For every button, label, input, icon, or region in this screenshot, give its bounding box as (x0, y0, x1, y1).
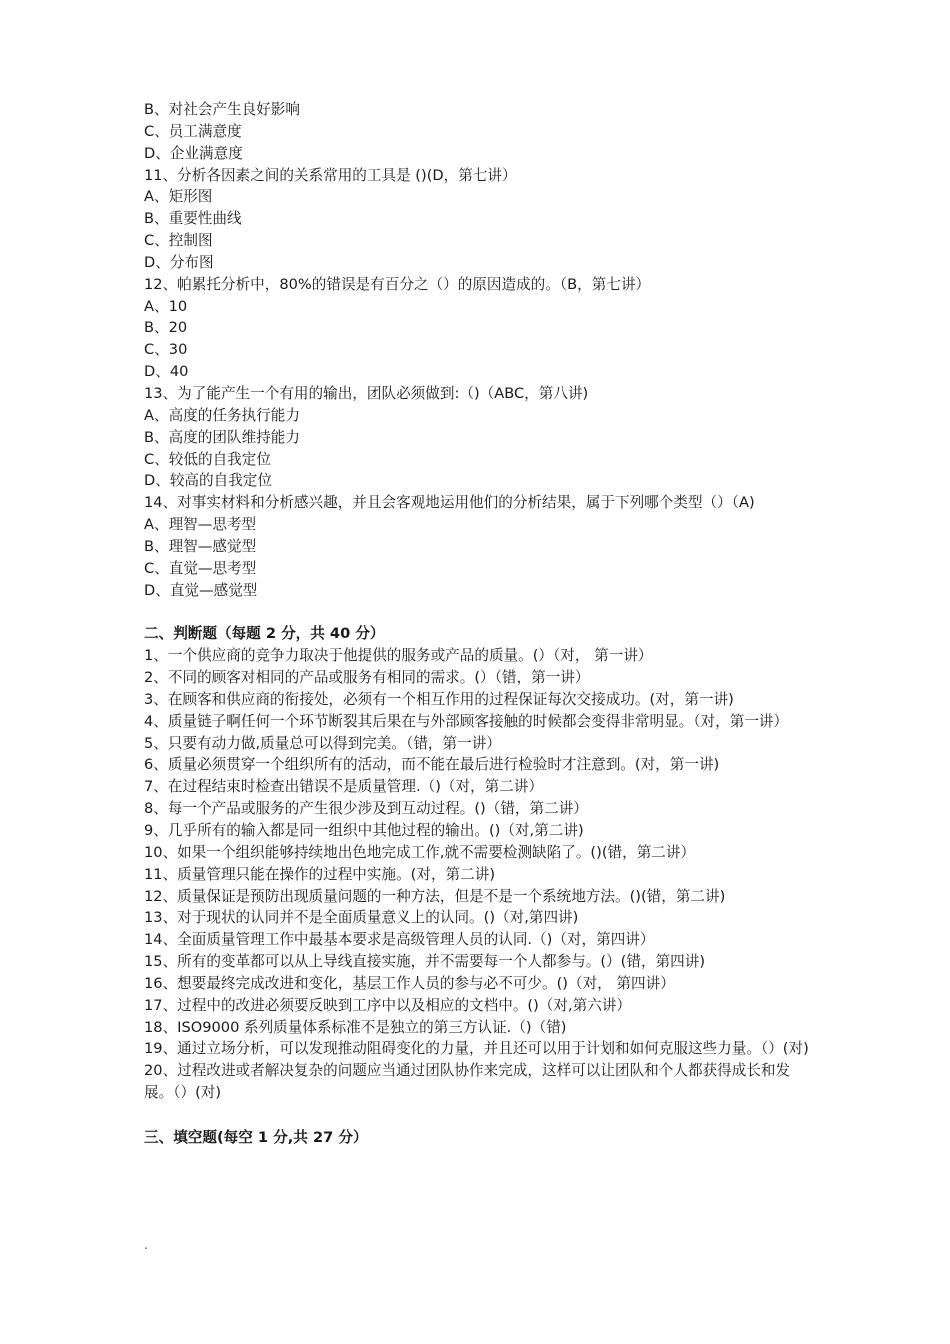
tf-item-13: 13、对于现状的认同并不是全面质量意义上的认同。()（对,第四讲) (144, 909, 579, 927)
option-a-q12: A、10 (144, 297, 188, 315)
section-heading-fill-blank: 三、填空题(每空 1 分,共 27 分） (144, 1128, 368, 1146)
option-c-q10: C、员工满意度 (144, 122, 242, 140)
option-d-q10: D、企业满意度 (144, 144, 243, 162)
section-true-false (144, 623, 814, 1104)
section-spacer (144, 601, 814, 623)
question-14: 14、对事实材料和分析感兴趣，并且会客观地运用他们的分析结果，属于下列哪个类型（）（A) (144, 494, 755, 512)
section-heading-true-false: 二、判断题（每题 2 分，共 40 分） (144, 625, 385, 643)
tf-item-15: 15、所有的变革都可以从上导线直接实施，并不需要每一个人都参与。(）(错，第四讲) (144, 953, 706, 971)
option-a-q13: A、高度的任务执行能力 (144, 406, 300, 424)
option-b-q12: B、20 (144, 319, 188, 337)
tf-item-11: 11、质量管理只能在操作的过程中实施。(对，第二讲) (144, 865, 496, 883)
page-footer-mark: . (144, 1238, 148, 1252)
tf-item-2: 2、不同的顾客对相同的产品或服务有相同的需求。(）（错，第一讲） (144, 669, 590, 687)
option-c-q12: C、30 (144, 341, 188, 359)
tf-item-14: 14、全面质量管理工作中最基本要求是高级管理人员的认同.（)（对，第四讲） (144, 931, 655, 949)
option-d-q12: D、40 (144, 363, 189, 381)
tf-item-3: 3、在顾客和供应商的衔接处，必须有一个相互作用的过程保证每次交接成功。(对，第一讲) (144, 690, 734, 708)
section-fill-blank (144, 1127, 814, 1149)
tf-item-5: 5、只要有动力做,质量总可以得到完美。（错，第一讲） (144, 734, 501, 752)
question-13: 13、为了能产生一个有用的输出，团队必须做到:（)（ABC，第八讲) (144, 384, 589, 402)
tf-item-6: 6、质量必须贯穿一个组织所有的活动，而不能在最后进行检验时才注意到。(对，第一讲) (144, 756, 720, 774)
tf-item-7: 7、在过程结束时检查出错误不是质量管理.（)（对，第二讲） (144, 778, 544, 796)
tf-item-20: 20、过程改进或者解决复杂的问题应当通过团队协作来完成，这样可以让团队和个人都获得成长和发展。（）(对) (144, 1062, 791, 1102)
document-body (144, 99, 814, 1149)
tf-item-12: 12、质量保证是预防出现质量问题的一种方法，但是不是一个系统地方法。()(错，第二讲) (144, 887, 726, 905)
question-list-section1 (144, 99, 814, 601)
section-spacer (144, 1104, 814, 1127)
tf-item-18: 18、ISO9000 系列质量体系标准不是独立的第三方认证.（)（错) (144, 1018, 567, 1036)
option-c-q14: C、直觉—思考型 (144, 559, 257, 577)
option-d-q11: D、分布图 (144, 253, 214, 271)
tf-item-9: 9、几乎所有的输入都是同一组织中其他过程的输出。()（对,第二讲) (144, 822, 584, 839)
tf-item-19: 19、通过立场分析，可以发现推动阻碍变化的力量，并且还可以用于计划和如何克服这些力量。（）(对) (144, 1040, 809, 1058)
tf-item-8: 8、每一个产品或服务的产生很少涉及到互动过程。()（错，第二讲） (144, 800, 588, 818)
option-c-q11: C、控制图 (144, 232, 213, 250)
option-c-q13: C、较低的自我定位 (144, 450, 271, 468)
option-b-q10: B、对社会产生良好影响 (144, 101, 300, 118)
question-12: 12、帕累托分析中，80%的错误是有百分之（）的原因造成的。（B，第七讲） (144, 275, 651, 293)
tf-item-17: 17、过程中的改进必须要反映到工序中以及相应的文档中。()（对,第六讲） (144, 996, 632, 1014)
option-b-q14: B、理智—感觉型 (144, 537, 257, 555)
option-a-q11: A、矩形图 (144, 188, 213, 206)
option-a-q14: A、理智—思考型 (144, 516, 257, 534)
option-b-q11: B、重要性曲线 (144, 210, 242, 228)
question-11: 11、分析各因素之间的关系常用的工具是 ()(D，第七讲） (144, 166, 517, 184)
option-d-q13: D、较高的自我定位 (144, 472, 272, 490)
option-b-q13: B、高度的团队维持能力 (144, 428, 300, 446)
option-d-q14: D、直觉—感觉型 (144, 581, 258, 599)
tf-item-16: 16、想要最终完成改进和变化，基层工作人员的参与必不可少。()（对， 第四讲） (144, 974, 675, 992)
tf-item-1: 1、一个供应商的竞争力取决于他提供的服务或产品的质量。(）（对， 第一讲） (144, 647, 653, 665)
tf-item-4: 4、质量链子啊任何一个环节断裂其后果在与外部顾客接触的时候都会变得非常明显。（对，第一讲） (144, 712, 789, 730)
tf-item-10: 10、如果一个组织能够持续地出色地完成工作,就不需要检测缺陷了。()(错，第二讲） (144, 843, 696, 861)
